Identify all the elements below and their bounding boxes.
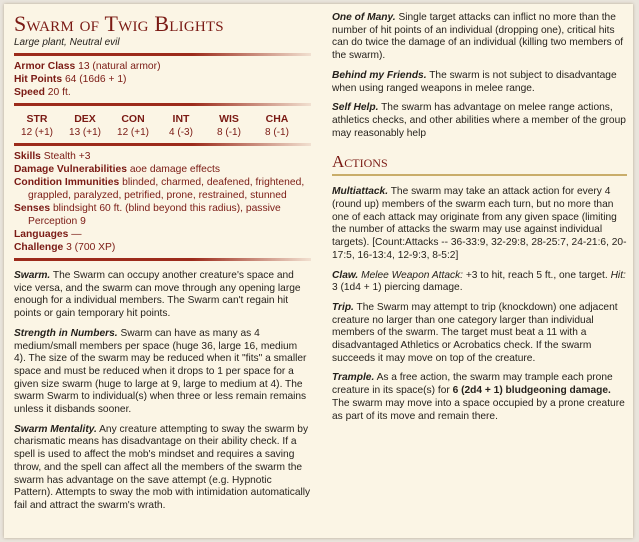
trait-name: Swarm. <box>14 270 51 281</box>
trait-text: Swarm can have as many as 4 medium/small members per space (huge 36, large 16, medium 4). The size of the swarm may be reduced when it "fits" a smaller space and must be reduced when it drops to 1 per space for a given size swarm (huge to large at 9, large to medium at 4). The swarm Swarm to individual(s) when three or less remain remains unless it disbands sooner. <box>14 327 307 416</box>
trait-behind-my-friends <box>332 70 627 95</box>
trample-damage: 6 (2d4 + 1) bludgeoning damage. <box>452 385 611 397</box>
ability-dex <box>62 112 108 139</box>
monster-type: Large plant, Neutral evil <box>14 37 120 48</box>
right-column <box>332 12 627 430</box>
languages-value: — <box>71 229 82 240</box>
ability-con <box>110 112 156 139</box>
hit-points-line <box>14 73 311 86</box>
ability-int <box>158 112 204 139</box>
ability-score: 4 (-3) <box>169 127 193 138</box>
action-name: Claw. <box>332 269 359 281</box>
condition-immunities-label: Condition Immunities <box>14 177 120 188</box>
trait-name: Strength in Numbers. <box>14 327 118 339</box>
ability-score: 12 (+1) <box>117 127 149 138</box>
ability-cha <box>254 112 300 139</box>
actions-heading: Actions <box>332 152 627 176</box>
ability-score: 8 (-1) <box>217 127 241 138</box>
trait-text: Single target attacks can inflict no more than the number of hit points of an individual (dropping one), critical hits can do twice the damage of an individual (killing two members of the swarm). <box>332 12 624 62</box>
ability-score: 13 (+1) <box>69 127 101 138</box>
trait-name: One of Many. <box>332 12 396 23</box>
action-text: The swarm may take an attack action for every 4 (round up) members of the swarm each turn, but no more than one of each attack may originate from any given space (limiting the number of attacks the swarm may use against individual targets). [Count:Attacks -- 36-33:9, 32-29:8, 28-25:7, 24-21:6, 20-17:5, 16-13:4, 12-9:3, 8-5:2] <box>332 186 627 261</box>
monster-name: Swarm of Twig Blights <box>14 11 224 36</box>
divider <box>14 143 311 146</box>
armor-class-label: Armor Class <box>14 61 76 72</box>
trait-swarm-mentality <box>14 424 311 513</box>
senses-value: blindsight 60 ft. (blind beyond this radius), passive Perception 9 <box>28 203 281 227</box>
stat-block-page <box>4 4 633 538</box>
ability-scores <box>14 112 311 139</box>
action-text: As a free action, the swarm may trample each prone creature in its space(s) for <box>332 372 613 397</box>
trait-name: Behind my Friends. <box>332 69 427 81</box>
left-column <box>14 12 311 520</box>
divider <box>14 53 311 56</box>
languages-label: Languages <box>14 229 69 240</box>
challenge-value: 3 (700 XP) <box>66 242 116 253</box>
action-trample <box>332 372 627 423</box>
action-claw <box>332 270 627 295</box>
hit-label: Hit: <box>610 269 626 281</box>
armor-class-line <box>14 60 311 73</box>
ability-name: STR <box>26 113 48 125</box>
trait-one-of-many <box>332 12 627 63</box>
trait-text: Any creature attempting to sway the swarm by charismatic means has disadvantage on their ability check. If a spell is used to affect the mob's mindset and requires a saving throw, and the spell can affect all the members of the swarm the swarm has advantage on the save attempt (e.g. Hypnotic Pattern). Attempts to sway the mob with intimidation automatically fail and attract the swarm's wrath. <box>14 423 311 511</box>
ability-str <box>14 112 60 139</box>
action-multiattack <box>332 186 627 262</box>
vulnerabilities-line <box>14 163 311 176</box>
action-name: Multiattack. <box>332 186 389 198</box>
skills-line <box>14 150 311 163</box>
senses-line <box>14 202 311 228</box>
action-text: +3 to hit, reach 5 ft., one target. <box>465 269 608 281</box>
condition-immunities-value: blinded, charmed, deafened, frightened, grappled, paralyzed, petrified, prone, restrained, stunned <box>28 177 305 201</box>
trait-swarm <box>14 270 311 321</box>
divider <box>14 103 311 106</box>
action-text: The Swarm may attempt to trip (knockdown) one adjacent creature no larger than one category larger than individual members of the swarm. The target must beat a 11 with a disadvantaged Athletics or Acrobatics check. If the swarm succeeds it may move on top of the creature. <box>332 301 618 364</box>
action-text: The swarm may move into a space occupied by a prone creature as part of its move and remain there. <box>332 397 625 422</box>
ability-name: CON <box>121 113 145 125</box>
ability-wis <box>206 112 252 139</box>
skills-value: Stealth +3 <box>43 151 91 162</box>
hit-text: 3 (1d4 + 1) piercing damage. <box>332 282 463 294</box>
challenge-label: Challenge <box>14 242 64 253</box>
trait-self-help <box>332 102 627 140</box>
speed-line <box>14 86 311 99</box>
ability-name: WIS <box>219 113 239 125</box>
skills-label: Skills <box>14 151 41 162</box>
action-name: Trip. <box>332 301 354 313</box>
divider <box>14 258 311 261</box>
languages-line <box>14 228 311 241</box>
ability-name: CHA <box>265 113 289 125</box>
action-name: Trample. <box>332 372 375 384</box>
challenge-line <box>14 241 311 254</box>
vulnerabilities-value: aoe damage effects <box>129 164 221 175</box>
ability-name: DEX <box>74 113 96 125</box>
attack-type: Melee Weapon Attack: <box>361 269 464 281</box>
trait-strength-in-numbers <box>14 328 311 417</box>
senses-label: Senses <box>14 203 51 214</box>
speed-value: 20 ft. <box>47 87 71 98</box>
hit-points-label: Hit Points <box>14 74 63 85</box>
trait-name: Swarm Mentality. <box>14 423 97 435</box>
ability-score: 12 (+1) <box>21 127 53 138</box>
trait-text: The swarm is not subject to disadvantage when using ranged weapons in melee range. <box>332 69 617 94</box>
condition-immunities-line <box>14 176 311 202</box>
hit-points-value: 64 (16d6 + 1) <box>64 74 127 85</box>
trait-text: The Swarm can occupy another creature's space and vice versa, and the swarm can move through any opening large enough for a individual members. The Swarm can't regain hit points or gain temporary hit points. <box>14 270 301 320</box>
armor-class-value: 13 (natural armor) <box>78 61 161 72</box>
speed-label: Speed <box>14 87 45 98</box>
trait-name: Self Help. <box>332 102 379 114</box>
vulnerabilities-label: Damage Vulnerabilities <box>14 164 127 175</box>
ability-name: INT <box>172 113 190 125</box>
action-trip <box>332 302 627 366</box>
trait-text: The swarm has advantage on melee range actions, athletics checks, and other abilities where a member of the group may reasonably help <box>332 102 626 139</box>
ability-score: 8 (-1) <box>265 127 289 138</box>
